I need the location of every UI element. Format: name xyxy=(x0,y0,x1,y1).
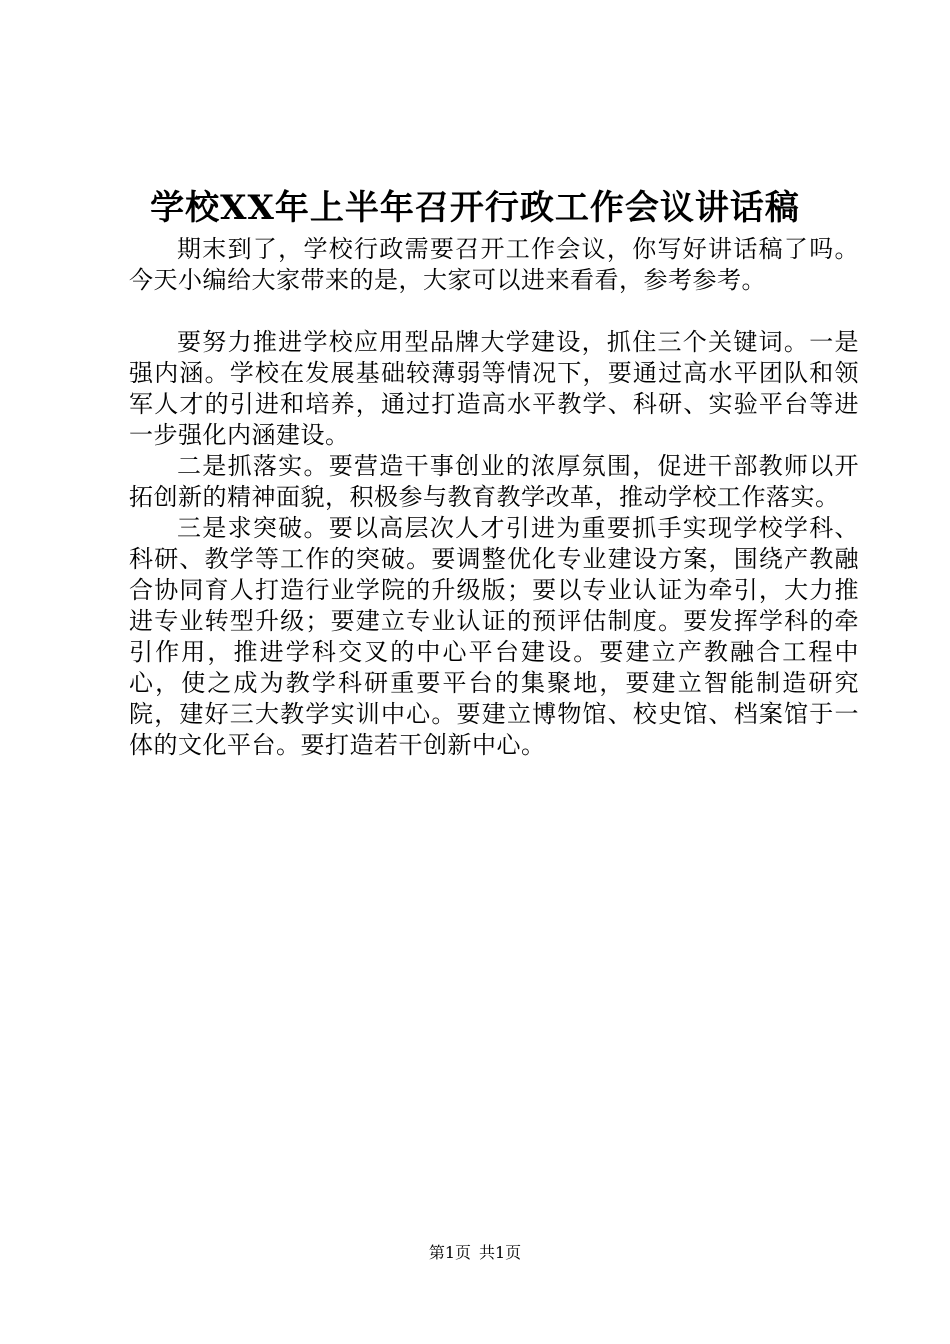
page-footer xyxy=(0,1243,950,1263)
page-number: 第1页 xyxy=(428,1243,471,1262)
paragraph-implementation: 二是抓落实。要营造干事创业的浓厚氛围，促进干部教师以开拓创新的精神面貌，积极参与教育教学改革，推动学校工作落实。 xyxy=(129,452,859,511)
paragraph-breakthrough: 三是求突破。要以高层次人才引进为重要抓手实现学校学科、科研、教学等工作的突破。要调整优化专业建设方案，围绕产教融合协同育人打造行业学院的升级版；要以专业认证为牵引，大力推进专业转型升级；要建立专业认证的预评估制度。要发挥学科的牵引作用，推进学科交叉的中心平台建设。要建立产教融合工程中心，使之成为教学科研重要平台的集聚地，要建立智能制造研究院，建好三大教学实训中心。要建立博物馆、校史馆、档案馆于一体的文化平台。要打造若干创新中心。 xyxy=(129,514,859,759)
paragraph-spacer xyxy=(129,296,859,327)
document-body xyxy=(129,234,859,761)
intro-paragraph: 期末到了，学校行政需要召开工作会议，你写好讲话稿了吗。今天小编给大家带来的是，大家可以进来看看，参考参考。 xyxy=(129,235,859,294)
document-title: 学校XX年上半年召开行政工作会议讲话稿 xyxy=(150,188,800,228)
paragraph-strengthen-connotation: 要努力推进学校应用型品牌大学建设，抓住三个关键词。一是强内涵。学校在发展基础较薄弱等情况下，要通过高水平团队和领军人才的引进和培养，通过打造高水平教学、科研、实验平台等进一步强化内涵建设。 xyxy=(129,328,859,449)
page-total: 共1页 xyxy=(479,1243,522,1262)
